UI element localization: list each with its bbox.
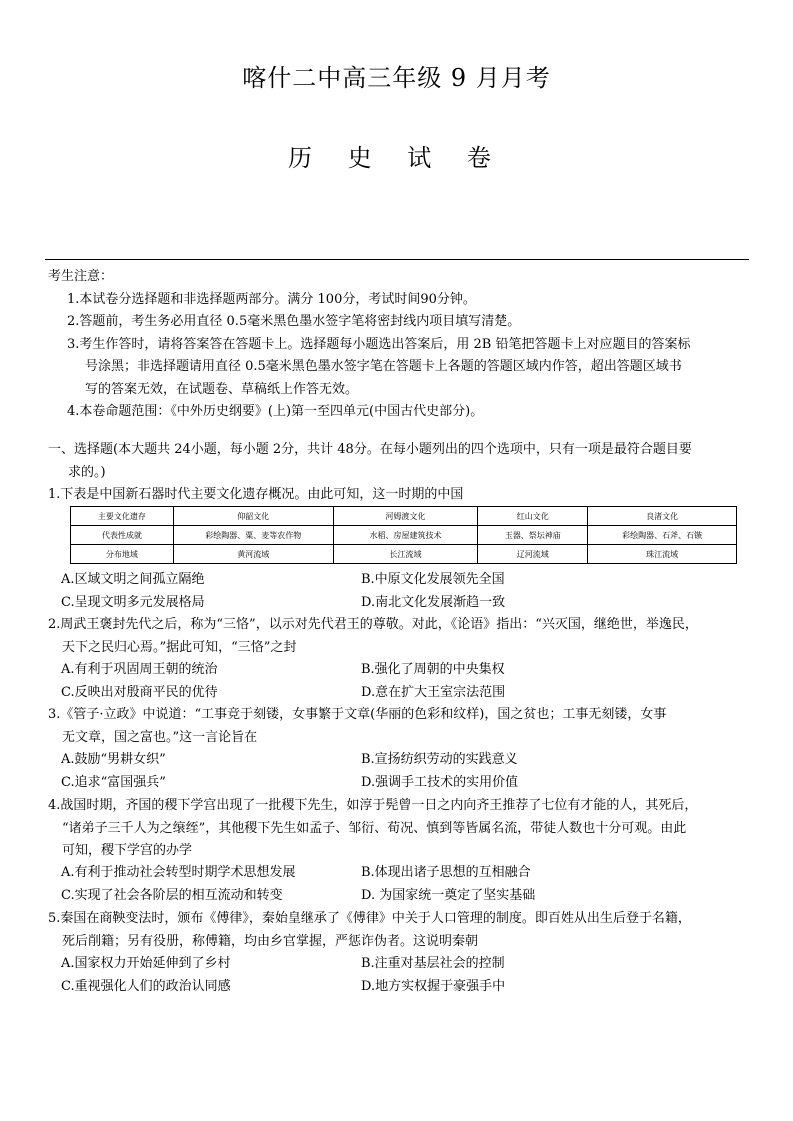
table-cell: 仰韶文化 [173, 507, 333, 526]
section-line: 求的。) [68, 464, 106, 480]
option-d[interactable]: D. 为国家统一奠定了坚实基础 [361, 887, 536, 903]
option-d[interactable]: D.强调手工技术的实用价值 [361, 774, 519, 790]
option-a[interactable]: A.国家权力开始延伸到了乡村 [61, 956, 231, 971]
question-stem: 天下之民归心焉。”据此可知，“三恪”之封 [62, 639, 297, 655]
option-d[interactable]: D.意在扩大王室宗法范围 [361, 684, 506, 700]
option-b[interactable]: B.中原文化发展领先全国 [361, 572, 505, 587]
option-c[interactable]: C.重视强化人们的政治认同感 [61, 978, 231, 994]
option-b[interactable]: B.强化了周朝的中央集权 [361, 662, 505, 677]
question-stem: 无文章，国之富也。”这一言论旨在 [62, 729, 258, 745]
table-cell: 辽河流域 [478, 545, 588, 564]
table-cell: 黄河流域 [173, 545, 333, 564]
question-2-options [61, 659, 751, 704]
table-cell: 代表性成就 [71, 526, 174, 545]
question-3-options [61, 749, 751, 794]
notice-item: 1.本试卷分选择题和非选择题两部分。满分 100分，考试时间90分钟。 [67, 291, 476, 307]
question-5 [48, 908, 756, 953]
table-cell: 彩绘陶器、粟、麦等农作物 [173, 526, 333, 545]
option-d[interactable]: D.南北文化发展渐趋一致 [361, 594, 506, 610]
option-a[interactable]: A.鼓励“男耕女织” [61, 752, 166, 767]
question-5-options [61, 953, 751, 998]
table-cell: 红山文化 [478, 507, 588, 526]
notice-item: 4.本卷命题范围：《中外历史纲要》(上)第一至四单元(中国古代史部分)。 [67, 404, 484, 419]
exam-subtitle: 历 史 试 卷 [288, 144, 505, 172]
option-a[interactable]: A.有利于推动社会转型时期学术思想发展 [61, 865, 296, 880]
table-row [71, 545, 737, 564]
culture-table [70, 506, 737, 564]
option-b[interactable]: B.注重对基层社会的控制 [361, 956, 505, 971]
option-a[interactable]: A.区域文明之间孤立隔绝 [61, 572, 205, 587]
table-row [71, 526, 737, 545]
notice-item-continuation: 号涂黑；非选择题请用直径 0.5毫米黑色墨水签字笔在答题卡上各题的答题区域内作答，超出答题区域书 [85, 359, 682, 374]
notice-item-continuation: 写的答案无效，在试题卷、草稿纸上作答无效。 [85, 381, 359, 397]
option-c[interactable]: C.呈现文明多元发展格局 [61, 594, 205, 610]
question-stem: 3.《管子·立政》中说道：“工事竞于刻镂，女事繁于文章(华丽的色彩和纹样)，国之贫也；工事无刻镂，女事 [48, 707, 667, 722]
table-cell: 长江流域 [333, 545, 478, 564]
option-a[interactable]: A.有利于巩固周王朝的统治 [61, 662, 218, 677]
notice-item: 2.答题前，考生务必用直径 0.5毫米黑色墨水签字笔将密封线内项目填写清楚。 [67, 314, 521, 329]
option-d[interactable]: D.地方实权握于豪强手中 [361, 978, 506, 994]
question-stem: 5.秦国在商鞅变法时，颁布《傅律》，秦始皇继承了《傅律》中关于人口管理的制度。即百姓从出生后登于名籍， [48, 911, 691, 926]
question-stem: 4.战国时期，齐国的稷下学宫出现了一批稷下先生，如淳于髡曾一日之内向齐王推荐了七位有才能的人，其死后， [48, 798, 698, 813]
question-stem: 死后削籍；另有役册，称傅籍，均由乡官掌握，严惩诈伪者。这说明秦朝 [62, 933, 479, 949]
table-cell: 珠江流域 [588, 545, 737, 564]
option-b[interactable]: B.体现出诸子思想的互相融合 [361, 865, 531, 880]
table-cell: 河姆渡文化 [333, 507, 478, 526]
question-stem: “诸弟子三千人为之缞绖”，其他稷下先生如孟子、邹衍、荀况、慎到等皆属名流，带徒人数也十分可观。由此 [62, 820, 687, 836]
option-c[interactable]: C.追求“富国强兵” [61, 774, 166, 790]
table-cell: 良渚文化 [588, 507, 737, 526]
question-2 [48, 614, 756, 659]
option-b[interactable]: B.宣扬纺织劳动的实践意义 [361, 752, 518, 767]
question-1 [48, 484, 756, 507]
question-stem: 可知，稷下学宫的办学 [62, 843, 193, 858]
table-cell: 主要文化遗存 [71, 507, 174, 526]
exam-notice [48, 266, 748, 424]
question-4-options [61, 862, 751, 907]
table-cell: 分布地域 [71, 545, 174, 564]
notice-heading: 考生注意： [48, 269, 114, 284]
question-3 [48, 704, 756, 749]
question-4 [48, 795, 756, 863]
question-1-options [61, 569, 751, 614]
option-c[interactable]: C.反映出对殷商平民的优待 [61, 684, 218, 700]
header-divider [45, 259, 749, 260]
table-cell: 彩绘陶器、石斧、石镞 [588, 526, 737, 545]
section-line: 一、选择题(本大题共 24小题，每小题 2分，共计 48分。在每小题列出的四个选项中，只有一项是最符合题目要 [48, 442, 692, 457]
section-heading [48, 439, 753, 484]
question-stem: 2.周武王褒封先代之后，称为“三恪”，以示对先代君王的尊敬。对此，《论语》指出：“兴灭国，继绝世，举逸民， [48, 617, 698, 632]
notice-item: 3.考生作答时，请将答案答在答题卡上。选择题每小题选出答案后，用 2B 铅笔把答题卡上对应题目的答案标 [67, 336, 691, 352]
option-c[interactable]: C.实现了社会各阶层的相互流动和转变 [61, 887, 283, 903]
table-cell: 玉器、祭坛神庙 [478, 526, 588, 545]
question-stem: 1.下表是中国新石器时代主要文化遗存概况。由此可知，这一时期的中国 [48, 487, 464, 502]
table-cell: 水稻、房屋建筑技术 [333, 526, 478, 545]
exam-title: 喀什二中高三年级 9 月月考 [242, 64, 551, 92]
table-row [71, 507, 737, 526]
